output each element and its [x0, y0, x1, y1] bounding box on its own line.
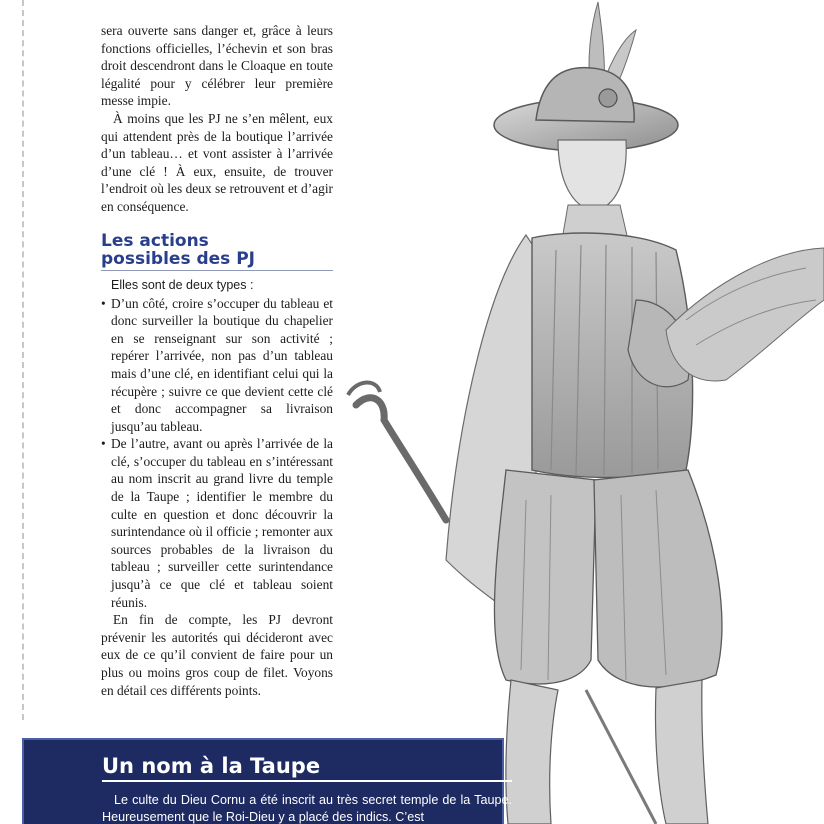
- heading-line-2: possibles des PJ: [101, 248, 255, 269]
- list-item: • D’un côté, croire s’occuper du tableau et donc surveiller la boutique du chapelier en se renseignant sur son activité ; repérer l’arrivée, non pas d’un tableau mais d’une clé, en identifiant celui qui la récupère ; suivre ce que devient cette clé et donc accompagner sa livraison jusqu’au tableau.: [101, 295, 333, 436]
- section-heading-actions: [101, 232, 333, 271]
- musketeer-illustration-icon: [336, 0, 824, 824]
- paragraph-pj-arrival: À moins que les PJ ne s’en mêlent, eux qui attendent près de la boutique l’arrivée d’un tableau… et vont assister à l’arrivée d’une clé ! À eux, ensuite, de trouver l’endroit où les deux se retrouvent et d’agir en conséquence.: [101, 110, 333, 214]
- text-column: [101, 22, 333, 699]
- sidebar-box: [22, 738, 512, 824]
- paragraph-conclusion: En fin de compte, les PJ devront prévenir les autorités qui décideront avec eux de ce qu’il convient de faire pour un plus ou moins gros coup de filet. Voyons en détail ces différents points.: [101, 612, 333, 698]
- lead-text: Elles sont de deux types :: [111, 277, 254, 292]
- sidebar-body: Le culte du Dieu Cornu a été inscrit au très secret temple de la Taupe. Heureusement que le Roi-Dieu y a placé des indics. C’est: [102, 793, 512, 824]
- heading-line-1: Les actions: [101, 230, 209, 251]
- sidebar-title: Un nom à la Taupe: [102, 754, 512, 782]
- paragraph-intro: sera ouverte sans danger et, grâce à leurs fonctions officielles, l’échevin et son bras droit descendront dans le Cloaque en toute légalité pour y célébrer leur première messe impie.: [101, 23, 333, 109]
- action-list: [101, 295, 333, 612]
- list-item: • De l’autre, avant ou après l’arrivée de la clé, s’occuper du tableau en s’intéressant au nom inscrit au grand livre du temple de la Taupe ; identifier le membre du culte en question et donc découvrir la surintendance où il officie ; remonter aux sources probables de la livraison du tableau ; surveiller cette surintendance jusqu’à ce que clé et tableau soient réunis.: [101, 435, 333, 611]
- margin-guide-line: [22, 0, 24, 720]
